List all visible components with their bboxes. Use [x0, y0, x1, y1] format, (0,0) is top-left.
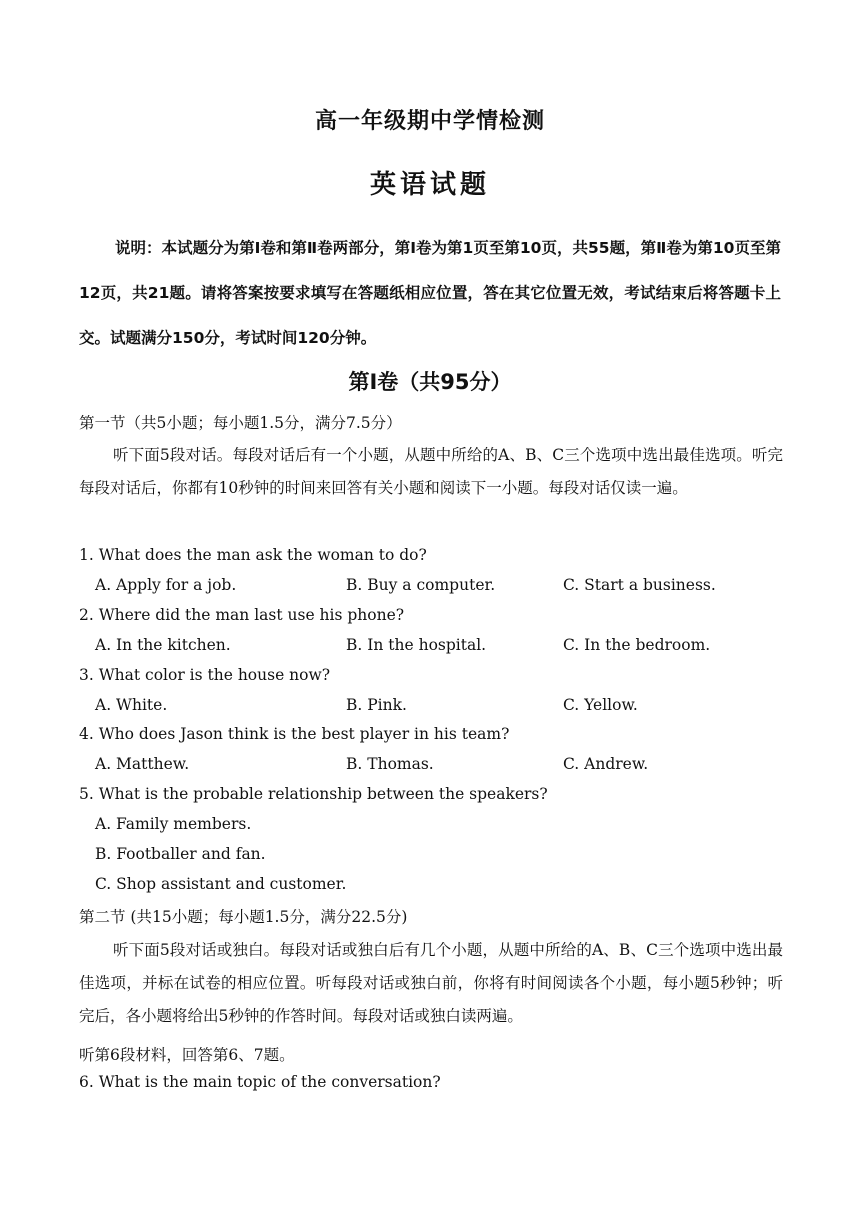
part-title: 第Ⅰ卷（共95分）	[348, 370, 512, 394]
section1-directions: 听下面5段对话。每段对话后有一个小题，从题中所给的A、B、C三个选项中选出最佳选项。听完每段对话后，你都有10秒钟的时间来回答有关小题和阅读下一小题。每段对话仅读一遍。	[79, 446, 783, 497]
question-2: 2. Where did the man last use his phone?	[79, 606, 405, 624]
question-1: 1. What does the man ask the woman to do?	[79, 546, 427, 564]
material-note: 听第6段材料，回答第6、7题。	[79, 1046, 295, 1064]
section2-directions: 听下面5段对话或独白。每段对话或独白后有几个小题，从题中所给的A、B、C三个选项中选出最佳选项，并标在试卷的相应位置。听每段对话或独白前，你将有时间阅读各个小题，每小题5秒钟；听完后，各小题将给出5秒钟的作答时间。每段对话或独白读两遍。	[79, 941, 783, 1025]
q4-option-a: A. Matthew.	[95, 755, 190, 773]
subject-title: 英语试题	[369, 170, 490, 200]
exam-title: 高一年级期中学情检测	[314, 109, 545, 134]
question-6: 6. What is the main topic of the conversation?	[79, 1073, 441, 1091]
q3-option-b: B. Pink.	[346, 696, 407, 714]
q5-option-a: A. Family members.	[95, 815, 252, 833]
q1-option-b: B. Buy a computer.	[346, 576, 496, 594]
q5-option-c: C. Shop assistant and customer.	[95, 875, 347, 893]
question-5: 5. What is the probable relationship between the speakers?	[79, 785, 548, 803]
q1-option-a: A. Apply for a job.	[95, 576, 237, 594]
section1-heading: 第一节（共5小题；每小题1.5分，满分7.5分）	[79, 414, 402, 432]
q4-option-c: C. Andrew.	[563, 755, 649, 773]
q1-option-c: C. Start a business.	[563, 576, 716, 594]
q2-option-b: B. In the hospital.	[346, 636, 487, 654]
q3-option-c: C. Yellow.	[563, 696, 638, 714]
question-3: 3. What color is the house now?	[79, 666, 331, 684]
q2-option-a: A. In the kitchen.	[95, 636, 231, 654]
section2-heading: 第二节 (共15小题；每小题1.5分，满分22.5分)	[79, 908, 408, 926]
q2-option-c: C. In the bedroom.	[563, 636, 711, 654]
q3-option-a: A. White.	[95, 696, 168, 714]
instructions: 说明：本试题分为第Ⅰ卷和第Ⅱ卷两部分，第Ⅰ卷为第1页至第10页，共55题，第Ⅱ卷为第10页至第12页，共21题。请将答案按要求填写在答题纸相应位置，答在其它位置无效，考试结束后将答题卡上交。试题满分150分，考试时间120分钟。	[79, 239, 781, 347]
question-4: 4. Who does Jason think is the best player in his team?	[79, 725, 510, 743]
q4-option-b: B. Thomas.	[346, 755, 434, 773]
q5-option-b: B. Footballer and fan.	[95, 845, 266, 863]
